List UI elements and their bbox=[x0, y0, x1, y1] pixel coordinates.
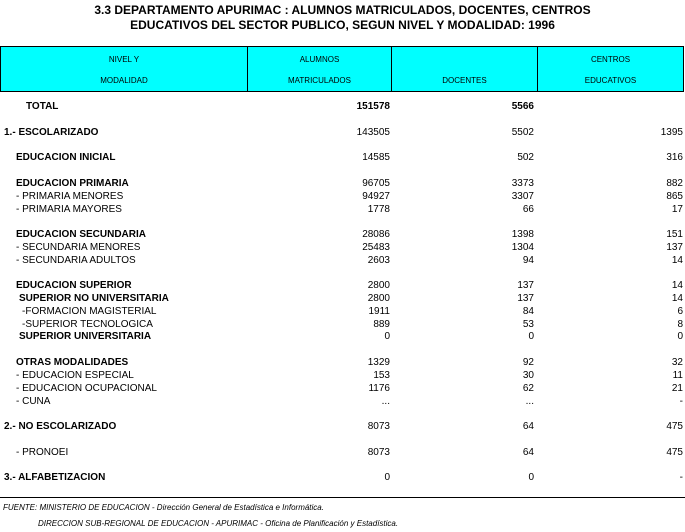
cell-centros: 11 bbox=[672, 370, 683, 381]
cell-docentes: 94 bbox=[522, 255, 534, 266]
cell-centros: 14 bbox=[671, 280, 683, 291]
cell-alumnos: 8073 bbox=[367, 421, 390, 432]
header-centros-line-1: CENTROS bbox=[590, 55, 631, 64]
header-centros-line-2: EDUCATIVOS bbox=[584, 76, 637, 85]
cell-centros: 8 bbox=[677, 319, 683, 330]
table-row bbox=[0, 382, 685, 395]
cell-docentes: 66 bbox=[522, 204, 534, 215]
cell-alumnos: 151578 bbox=[356, 101, 390, 112]
cell-alumnos: 2603 bbox=[367, 255, 390, 266]
cell-centros: 475 bbox=[666, 447, 683, 458]
header-alumnos-line-1: ALUMNOS bbox=[299, 55, 340, 64]
cell-docentes: 64 bbox=[522, 421, 534, 432]
cell-docentes: 84 bbox=[522, 306, 534, 317]
cell-alumnos: 1176 bbox=[368, 383, 390, 394]
table-title-line-1: 3.3 DEPARTAMENTO APURIMAC : ALUMNOS MATRICULADOS, DOCENTES, CENTROS bbox=[94, 3, 591, 17]
table-row bbox=[0, 292, 685, 305]
cell-docentes: 137 bbox=[517, 293, 534, 304]
cell-centros: 137 bbox=[666, 242, 683, 253]
table-row bbox=[0, 100, 685, 113]
cell-docentes: 30 bbox=[522, 370, 534, 381]
cell-centros: 0 bbox=[677, 331, 683, 342]
cell-alumnos: 0 bbox=[384, 331, 390, 342]
cell-centros: 882 bbox=[666, 178, 683, 189]
table-row bbox=[0, 241, 685, 254]
cell-centros: 17 bbox=[671, 204, 683, 215]
cell-docentes: 62 bbox=[522, 383, 534, 394]
row-label: OTRAS MODALIDADES bbox=[16, 357, 129, 368]
cell-centros: - bbox=[679, 396, 683, 407]
row-label: - PRONOEI bbox=[16, 447, 69, 458]
header-nivel-line-1: NIVEL Y bbox=[108, 55, 140, 64]
footer-source-line-2: DIRECCION SUB-REGIONAL DE EDUCACION - APURIMAC - Oficina de Planificación y Estadística. bbox=[38, 519, 399, 528]
row-label: EDUCACION INICIAL bbox=[16, 152, 116, 163]
cell-centros: 14 bbox=[671, 293, 683, 304]
row-label: SUPERIOR NO UNIVERSITARIA bbox=[19, 293, 169, 304]
row-label: - CUNA bbox=[16, 396, 51, 407]
row-label: 2.- NO ESCOLARIZADO bbox=[4, 421, 117, 432]
cell-docentes: 53 bbox=[522, 319, 534, 330]
row-label: -SUPERIOR TECNOLOGICA bbox=[22, 319, 153, 330]
row-label: - EDUCACION OCUPACIONAL bbox=[16, 383, 157, 394]
cell-centros: 475 bbox=[666, 421, 683, 432]
table-row bbox=[0, 177, 685, 190]
cell-alumnos: 153 bbox=[373, 370, 390, 381]
row-label: - EDUCACION ESPECIAL bbox=[16, 370, 134, 381]
table-row bbox=[0, 369, 685, 382]
cell-alumnos: 2800 bbox=[367, 280, 390, 291]
cell-alumnos: 143505 bbox=[356, 127, 390, 138]
cell-docentes: 3307 bbox=[511, 191, 534, 202]
cell-centros: 6 bbox=[677, 306, 683, 317]
cell-alumnos: 25483 bbox=[362, 242, 390, 253]
cell-alumnos: 94927 bbox=[362, 191, 390, 202]
cell-centros: 151 bbox=[666, 229, 683, 240]
row-label: 3.- ALFABETIZACION bbox=[4, 472, 106, 483]
cell-docentes: 5502 bbox=[511, 127, 534, 138]
cell-alumnos: 2800 bbox=[367, 293, 390, 304]
table-row bbox=[0, 330, 685, 343]
cell-alumnos: 28086 bbox=[362, 229, 390, 240]
cell-docentes: 1304 bbox=[511, 242, 534, 253]
table-row bbox=[0, 203, 685, 216]
cell-alumnos: 8073 bbox=[367, 447, 390, 458]
table-row bbox=[0, 228, 685, 241]
cell-alumnos: 1911 bbox=[368, 306, 390, 317]
cell-alumnos: 96705 bbox=[362, 178, 390, 189]
row-label: EDUCACION PRIMARIA bbox=[16, 178, 129, 189]
cell-docentes: 5566 bbox=[511, 101, 534, 112]
cell-centros: 865 bbox=[666, 191, 683, 202]
cell-centros: 1395 bbox=[660, 127, 683, 138]
cell-alumnos: ... bbox=[381, 396, 390, 407]
row-label: EDUCACION SUPERIOR bbox=[16, 280, 132, 291]
cell-alumnos: 889 bbox=[373, 319, 390, 330]
cell-docentes: 0 bbox=[528, 331, 534, 342]
table-row bbox=[0, 279, 685, 292]
cell-centros: - bbox=[679, 472, 683, 483]
row-label: - PRIMARIA MENORES bbox=[16, 191, 124, 202]
table-row bbox=[0, 471, 685, 484]
cell-centros: 32 bbox=[671, 357, 683, 368]
cell-alumnos: 14585 bbox=[362, 152, 390, 163]
row-label: - SECUNDARIA MENORES bbox=[16, 242, 141, 253]
table-row bbox=[0, 151, 685, 164]
row-label: EDUCACION SECUNDARIA bbox=[16, 229, 147, 240]
row-label: - SECUNDARIA ADULTOS bbox=[16, 255, 136, 266]
header-alumnos-line-2: MATRICULADOS bbox=[288, 76, 351, 85]
row-label: 1.- ESCOLARIZADO bbox=[4, 127, 99, 138]
table-row bbox=[0, 305, 685, 318]
row-label: -FORMACION MAGISTERIAL bbox=[22, 306, 157, 317]
row-label: SUPERIOR UNIVERSITARIA bbox=[19, 331, 152, 342]
table-row bbox=[0, 395, 685, 408]
cell-alumnos: 1778 bbox=[367, 204, 390, 215]
cell-alumnos: 0 bbox=[384, 472, 390, 483]
cell-centros: 316 bbox=[666, 152, 683, 163]
cell-docentes: 92 bbox=[522, 357, 534, 368]
cell-docentes: ... bbox=[525, 396, 534, 407]
table-row bbox=[0, 420, 685, 433]
cell-docentes: 64 bbox=[522, 447, 534, 458]
table-header bbox=[0, 46, 684, 92]
row-label: TOTAL bbox=[26, 101, 59, 112]
cell-docentes: 137 bbox=[517, 280, 534, 291]
table-title-line-2: EDUCATIVOS DEL SECTOR PUBLICO, SEGUN NIVEL Y MODALIDAD: 1996 bbox=[130, 18, 555, 32]
table-row bbox=[0, 356, 685, 369]
table-row bbox=[0, 254, 685, 267]
header-docentes: DOCENTES bbox=[442, 76, 487, 85]
cell-centros: 14 bbox=[671, 255, 683, 266]
cell-centros: 21 bbox=[671, 383, 683, 394]
cell-docentes: 502 bbox=[517, 152, 534, 163]
cell-docentes: 1398 bbox=[511, 229, 534, 240]
cell-alumnos: 1329 bbox=[367, 357, 390, 368]
cell-docentes: 0 bbox=[528, 472, 534, 483]
footer-source-line-1: FUENTE: MINISTERIO DE EDUCACION - Dirección General de Estadística e Informática. bbox=[3, 503, 324, 512]
footer-divider bbox=[0, 497, 685, 498]
cell-docentes: 3373 bbox=[511, 178, 534, 189]
header-nivel-line-2: MODALIDAD bbox=[100, 76, 148, 85]
row-label: - PRIMARIA MAYORES bbox=[16, 204, 122, 215]
table-row bbox=[0, 190, 685, 203]
table-row bbox=[0, 126, 685, 139]
table-row bbox=[0, 446, 685, 459]
